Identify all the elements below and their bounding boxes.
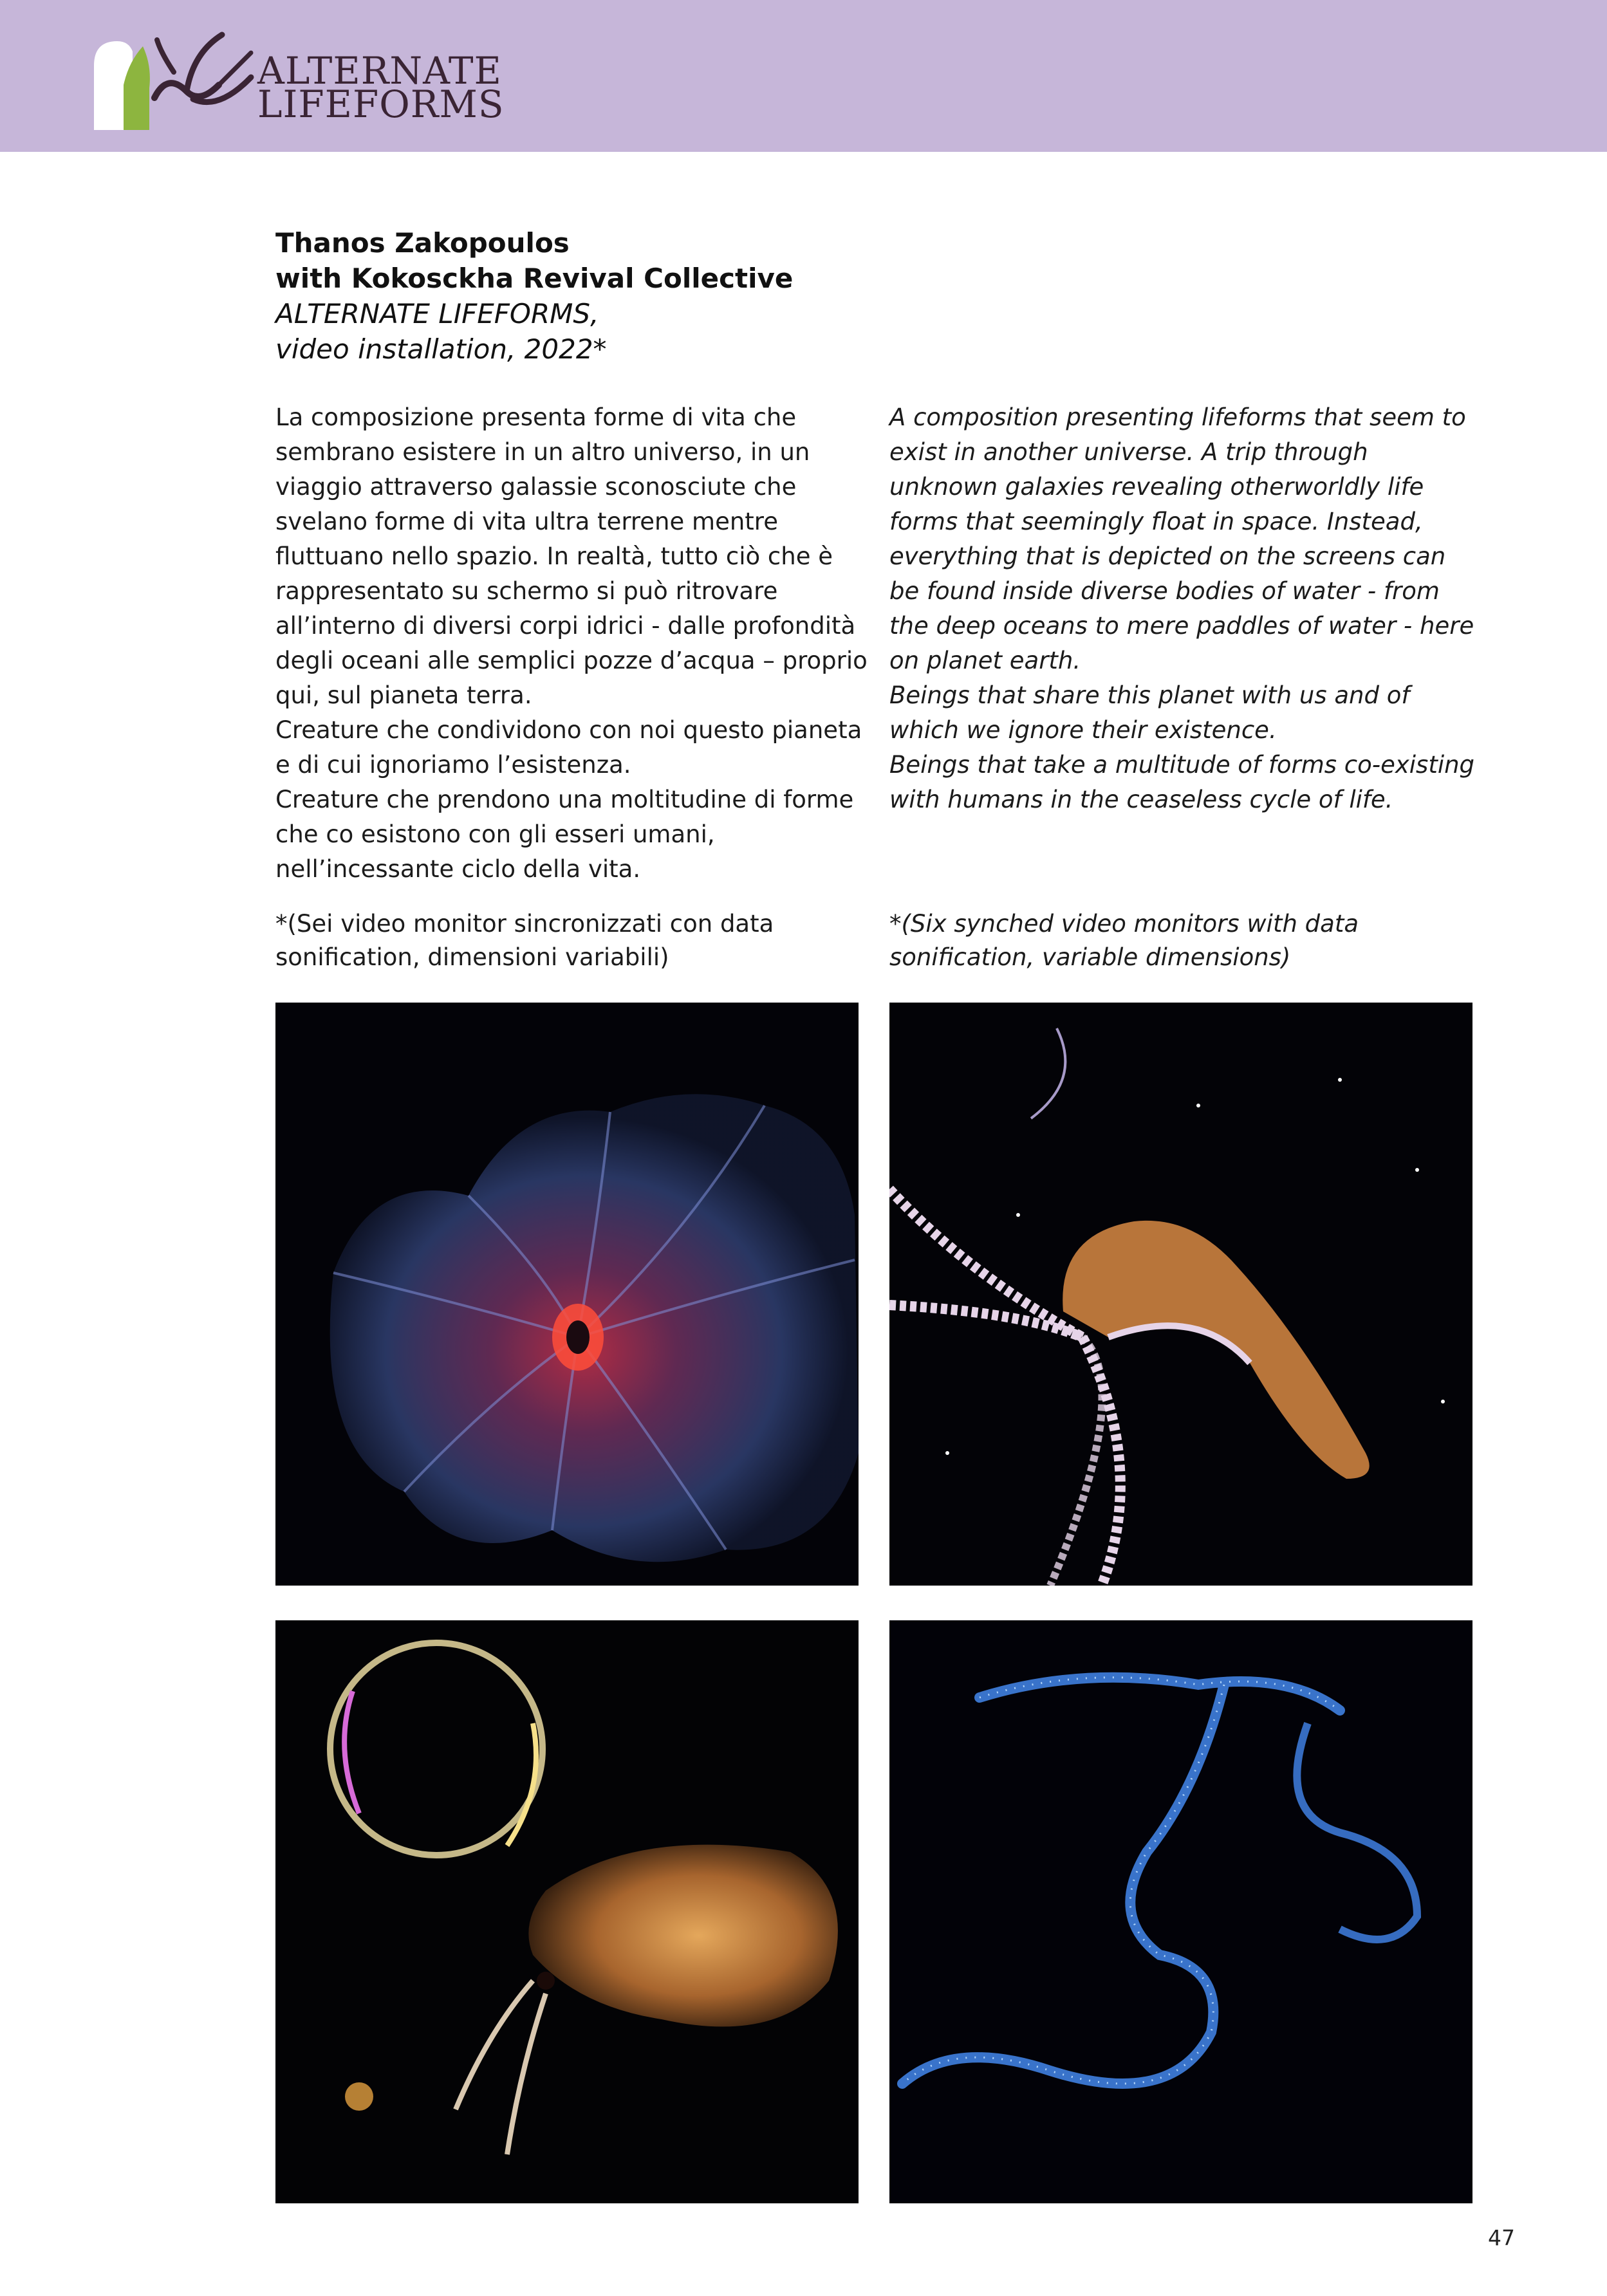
english-paragraph: Beings that share this planet with us and of which we ignore their existence. — [889, 681, 1410, 744]
logo-wordmark — [257, 49, 505, 126]
english-paragraph: A composition presenting lifeforms that seem to exist in another universe. A trip through unknown galaxies revealing otherworldly life forms that seemingly float in space. Instead, everything that is depicted on the screens can be found inside diverse bodies of water - from the deep oceans to mere paddles of water - here on planet earth. — [889, 403, 1474, 674]
english-description — [889, 400, 1482, 817]
logo-line-1: ALTERNATE — [257, 49, 502, 93]
italian-note: *(Sei video monitor sincronizzati con data sonification, dimensioni variabili) — [275, 910, 774, 971]
collaborator-name: with Kokosckha Revival Collective — [275, 263, 794, 294]
artist-name: Thanos Zakopoulos — [275, 227, 570, 259]
italian-paragraph: La composizione presenta forme di vita che sembrano esistere in un altro universo, in un viaggio attraverso galassie sconosciute che svelano forme di vita ultra terrene mentre fluttuano nello spazio. In realtà, tutto ciò che è rappresentato su schermo si può ritrovare all’interno di diversi corpi idrici - dalle profondità degli oceani alle semplici pozze d’acqua – proprio qui, sul pianeta terra. — [275, 403, 868, 709]
photo-hydra-creature — [889, 1003, 1472, 1586]
page-header — [0, 0, 1607, 152]
logo-line-2: LIFEFORMS — [257, 82, 505, 126]
work-title: ALTERNATE LIFEFORMS, — [275, 298, 599, 329]
work-info: video installation, 2022* — [275, 333, 607, 365]
artwork-credits — [275, 225, 793, 367]
italian-paragraph: Creature che prendono una moltitudine di forme che co esistono con gli esseri umani, nell’incessante ciclo della vita. — [275, 786, 854, 883]
page-number: 47 — [1488, 2225, 1515, 2250]
photo-water-flea — [275, 1620, 859, 2203]
english-paragraph: Beings that take a multitude of forms co-existing with humans in the ceaseless cycle of life. — [889, 751, 1475, 813]
english-note: *(Six synched video monitors with data sonification, variable dimensions) — [889, 910, 1359, 971]
photo-blue-colony — [889, 1620, 1472, 2203]
photo-translucent-organism — [275, 1003, 859, 1586]
italian-description — [275, 400, 868, 887]
italian-paragraph: Creature che condividono con noi questo pianeta e di cui ignoriamo l’esistenza. — [275, 716, 862, 779]
